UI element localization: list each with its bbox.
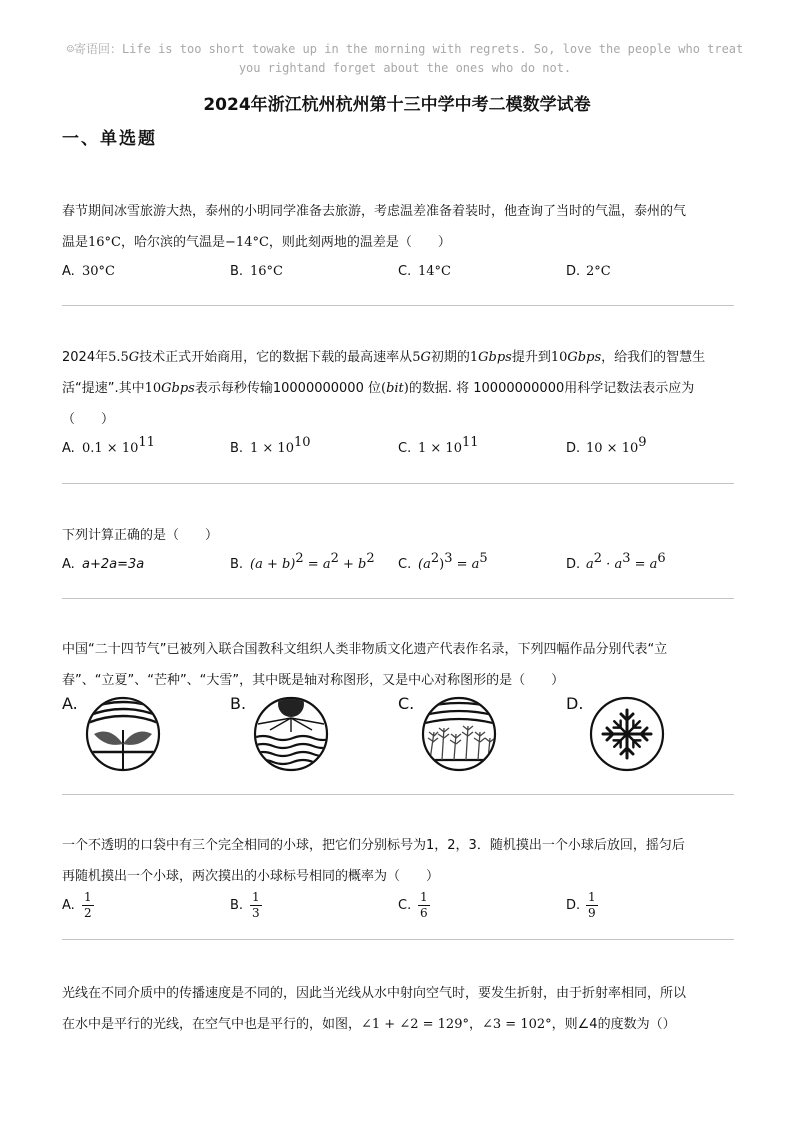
question-2: [62, 342, 734, 463]
option-exponent: 2: [295, 551, 304, 566]
option-text: 1 × 10: [250, 441, 294, 456]
option-text: a+2a=3a: [82, 557, 145, 572]
option-text: (a: [418, 557, 431, 572]
watermark-line-1: ☺寄语回：Life is too short towake up in the morning with regrets. So, love the people who treat: [66, 42, 744, 56]
option-label: C.: [398, 264, 412, 279]
question-divider: [62, 483, 734, 484]
option-d[interactable]: [566, 258, 611, 286]
option-text: 10 × 10: [586, 441, 639, 456]
option-text: + b: [338, 557, 367, 572]
stem-text: 的数据. 将 10000000000用科学记数法表示应为: [408, 381, 695, 396]
fraction: [82, 890, 94, 921]
stem-text: ，则此刻两地的温差是（ ）: [268, 235, 451, 250]
math-symbol: G: [420, 350, 431, 365]
question-3: [62, 520, 734, 579]
fraction-numerator: 1: [84, 890, 92, 904]
option-text: 2°C: [586, 264, 611, 279]
summer-sun-icon: [248, 696, 344, 776]
stem-text: 中国“二十四节气”已被列入联合国教科文组织人类非物质文化遗产代表作名录，下列四幅作品分别代表“立: [62, 642, 668, 657]
option-label: C.: [398, 694, 415, 713]
stem-text: ，哈尔滨的气温是: [121, 235, 226, 250]
stem-text: 光线在不同介质中的传播速度是不同的，因此当光线从水中射向空气时，要发生折射，由于折射率相同，所以: [62, 986, 687, 1001]
option-text: · a: [602, 557, 623, 572]
question-1-options: [62, 258, 734, 286]
option-exponent: 2: [366, 551, 375, 566]
option-text: = a: [630, 557, 658, 572]
question-1: [62, 196, 734, 286]
question-5: [62, 830, 734, 928]
stem-text: 表示每秒传输10000000000 位: [194, 381, 381, 396]
option-label: D.: [566, 264, 581, 279]
fraction: [250, 890, 262, 921]
option-text: ): [439, 557, 445, 572]
option-exponent: 2: [593, 551, 603, 566]
math-symbol: G: [128, 350, 140, 365]
option-text: 0.1 × 10: [82, 441, 139, 456]
option-text: a: [586, 557, 594, 572]
math-symbol: bit: [386, 381, 404, 396]
option-c[interactable]: [398, 258, 451, 286]
question-6: [62, 978, 734, 1040]
option-label: B.: [230, 898, 244, 913]
stem-text: 春”、“立夏”、“芒种”、“大雪”，其中既是轴对称图形，又是中心对称图形的是（ ）: [62, 673, 565, 688]
option-a[interactable]: [62, 551, 144, 579]
option-label: D.: [566, 898, 581, 913]
option-exponent: 3: [444, 551, 453, 566]
stem-text: 一个不透明的口袋中有三个完全相同的小球，把它们分别标号为1，2，3．随机摸出一个小球后放回，摇匀后: [62, 838, 685, 853]
watermark-motto: [50, 40, 760, 78]
exam-title: 2024年浙江杭州杭州第十三中学中考二模数学试卷: [203, 95, 591, 115]
option-b[interactable]: [230, 890, 262, 921]
math-symbol: Gbps: [478, 350, 512, 365]
option-b[interactable]: [230, 435, 311, 463]
option-c[interactable]: [398, 435, 479, 463]
option-label: B.: [230, 264, 244, 279]
grain-ear-icon: [416, 696, 512, 776]
stem-text: 再随机摸出一个小球，两次摸出的小球标号相同的概率为（ ）: [62, 869, 440, 884]
math-number: 5: [412, 350, 421, 365]
option-label: A.: [62, 557, 75, 572]
option-label: A.: [62, 694, 78, 713]
answer-blank: （ ）: [62, 412, 115, 427]
question-divider: [62, 939, 734, 940]
question-4-stem: [62, 634, 734, 696]
option-label: C.: [398, 898, 412, 913]
option-exponent: 11: [138, 435, 155, 450]
math-number: 1: [469, 350, 479, 365]
fraction: [586, 890, 598, 921]
math-symbol: (: [380, 381, 387, 396]
option-text: (a + b): [250, 557, 296, 572]
option-d[interactable]: [566, 551, 666, 579]
question-3-stem: 下列计算正确的是（ ）: [62, 528, 219, 543]
stem-text: 初期的: [430, 350, 470, 365]
option-text: 14°C: [418, 264, 451, 279]
stem-text: 在水中是平行的光线，在空气中也是平行的，如图，: [62, 1017, 362, 1032]
option-a[interactable]: [62, 435, 155, 463]
question-5-stem: [62, 830, 734, 892]
math-symbol: ): [403, 381, 409, 396]
stem-text: ，给我们的智慧生: [601, 350, 706, 365]
fraction-denominator: 3: [252, 906, 260, 920]
math-number: 5.5: [108, 350, 129, 365]
option-d[interactable]: [566, 890, 598, 921]
option-b[interactable]: [230, 258, 283, 286]
math-expression: ∠1 + ∠2 = 129°: [361, 1017, 469, 1032]
fraction-denominator: 9: [588, 906, 596, 920]
option-exponent: 9: [638, 435, 647, 450]
math-temperature: 16°C: [88, 235, 122, 250]
option-label: D.: [566, 694, 584, 713]
option-exponent: 10: [293, 435, 311, 450]
fraction-denominator: 6: [420, 906, 428, 920]
option-exponent: 6: [657, 551, 666, 566]
fraction-numerator: 1: [588, 890, 596, 904]
math-expression: ∠3 = 102°: [482, 1017, 552, 1032]
option-c[interactable]: [398, 551, 488, 579]
stem-text: 温是: [62, 235, 89, 250]
section-heading: 一、单选题: [62, 129, 157, 149]
stem-text: 提升到: [511, 350, 551, 365]
math-number: 10: [144, 381, 162, 396]
question-6-stem: [62, 978, 734, 1040]
option-label: D.: [566, 441, 581, 456]
question-2-stem: [62, 342, 734, 435]
math-temperature: −14°C: [225, 235, 269, 250]
option-label: B.: [230, 441, 244, 456]
question-divider: [62, 598, 734, 599]
option-label: B.: [230, 557, 244, 572]
option-label: C.: [398, 557, 412, 572]
fraction: [418, 890, 430, 921]
option-label: B.: [230, 694, 247, 713]
snowflake-icon: [584, 696, 680, 776]
question-2-options: [62, 435, 734, 463]
option-label: A.: [62, 441, 75, 456]
stem-text: ，则∠4的度数为（）: [551, 1017, 676, 1032]
math-symbol: Gbps: [567, 350, 602, 365]
option-text: 16°C: [250, 264, 283, 279]
question-4: [62, 634, 734, 782]
question-1-stem: [62, 196, 734, 258]
option-text: 1 × 10: [418, 441, 462, 456]
option-a[interactable]: [62, 258, 115, 286]
stem-text: 技术正式开始商用，它的数据下载的最高速率从: [139, 350, 413, 365]
question-divider: [62, 794, 734, 795]
option-b[interactable]: [230, 551, 375, 579]
stem-text: 2024年: [62, 350, 109, 365]
option-label: D.: [566, 557, 581, 572]
option-d[interactable]: [566, 435, 647, 463]
option-label: C.: [398, 441, 412, 456]
option-c[interactable]: [398, 890, 430, 921]
option-text: = a: [452, 557, 480, 572]
question-5-options: [62, 892, 734, 928]
option-text: = a: [303, 557, 331, 572]
option-a[interactable]: [62, 890, 94, 921]
math-number: 10: [550, 350, 568, 365]
option-exponent: 3: [622, 551, 631, 566]
fraction-denominator: 2: [84, 906, 92, 920]
option-text: 30°C: [82, 264, 115, 279]
stem-text: ，: [468, 1017, 482, 1032]
option-exponent: 2: [430, 551, 440, 566]
math-symbol: Gbps: [161, 381, 195, 396]
spring-leaf-icon: [80, 696, 176, 776]
option-exponent: 2: [330, 551, 339, 566]
option-exponent: 11: [461, 435, 479, 450]
stem-text: 春节期间冰雪旅游大热，泰州的小明同学准备去旅游，考虑温差准备着装时，他查询了当时的气温，泰州的气: [62, 204, 687, 219]
option-label: A.: [62, 264, 75, 279]
option-label: A.: [62, 898, 75, 913]
fraction-numerator: 1: [252, 890, 260, 904]
question-divider: [62, 305, 734, 306]
question-4-options: [62, 696, 734, 782]
stem-text: 活“提速”.其中: [62, 381, 145, 396]
watermark-line-2: you rightand forget about the ones who do not.: [238, 61, 572, 75]
option-exponent: 5: [479, 551, 488, 566]
question-3-options: [62, 551, 734, 579]
fraction-numerator: 1: [420, 890, 428, 904]
